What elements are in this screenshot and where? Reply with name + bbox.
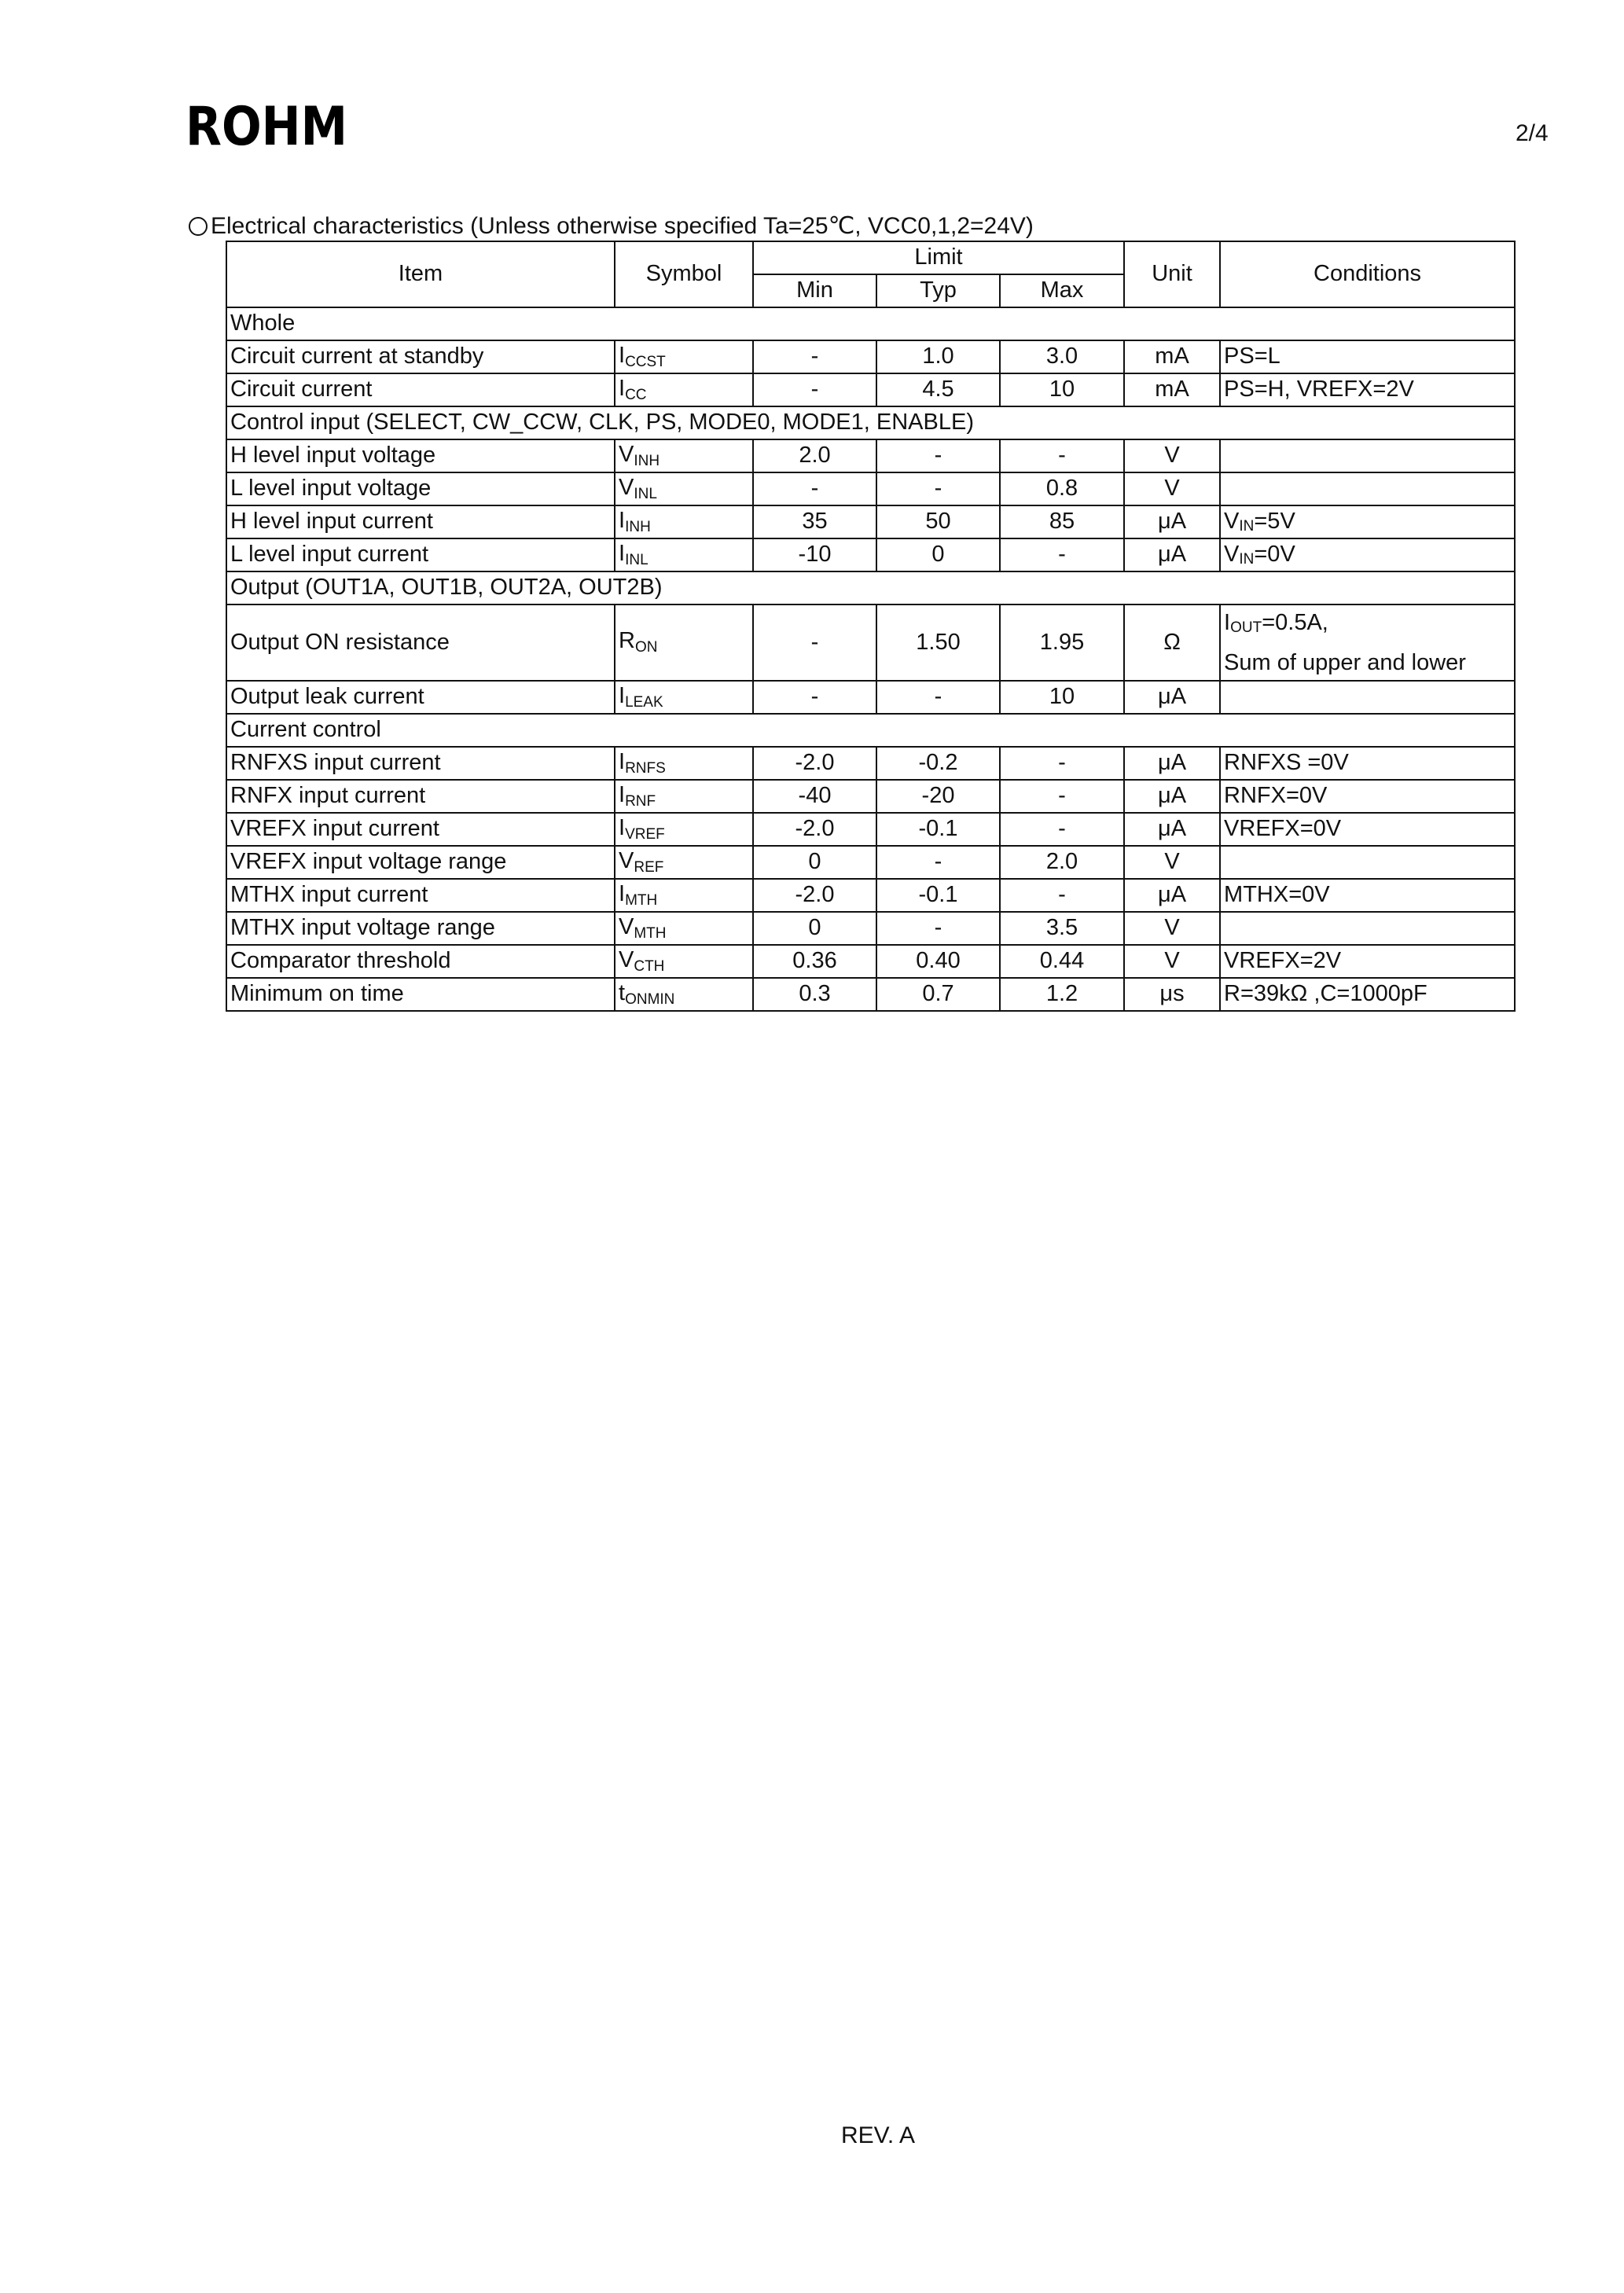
min-cell: - — [753, 681, 876, 714]
conditions-cell: VREFX=0V — [1220, 813, 1515, 846]
max-cell: 3.0 — [1000, 340, 1124, 373]
min-cell: -2.0 — [753, 879, 876, 912]
section-title: Whole — [226, 307, 1515, 340]
symbol-letter: V — [619, 441, 634, 467]
unit-cell: μs — [1124, 978, 1220, 1011]
symbol-cell — [615, 340, 753, 373]
symbol-cell — [615, 538, 753, 571]
conditions-cell — [1220, 604, 1515, 681]
symbol-subscript: CCST — [625, 353, 666, 370]
symbol-cell — [615, 439, 753, 472]
item-cell: VREFX input current — [226, 813, 615, 846]
conditions-cell: VREFX=2V — [1220, 945, 1515, 978]
symbol-cell — [615, 472, 753, 505]
symbol-subscript: RNF — [625, 792, 656, 810]
column-header-conditions: Conditions — [1220, 241, 1515, 307]
condition-line-2: Sum of upper and lower — [1224, 650, 1466, 675]
condition-value: =0.5A, — [1262, 610, 1328, 635]
column-header-symbol: Symbol — [615, 241, 753, 307]
symbol-subscript: REF — [634, 858, 664, 876]
item-cell: Circuit current at standby — [226, 340, 615, 373]
table-row — [226, 978, 1515, 1011]
condition-letter: V — [1224, 508, 1240, 534]
unit-cell: μA — [1124, 780, 1220, 813]
symbol-letter: V — [619, 474, 634, 500]
conditions-cell — [1220, 505, 1515, 538]
symbol-letter: I — [619, 540, 626, 566]
unit-cell: μA — [1124, 681, 1220, 714]
conditions-cell: MTHX=0V — [1220, 879, 1515, 912]
item-cell: Comparator threshold — [226, 945, 615, 978]
item-cell: RNFXS input current — [226, 747, 615, 780]
unit-cell: V — [1124, 912, 1220, 945]
max-cell: 0.8 — [1000, 472, 1124, 505]
max-cell: 1.95 — [1000, 604, 1124, 681]
symbol-letter: I — [619, 507, 626, 533]
column-header-min: Min — [753, 274, 876, 307]
symbol-subscript: LEAK — [625, 693, 663, 711]
condition-subscript: IN — [1239, 550, 1255, 568]
table-row — [226, 340, 1515, 373]
symbol-letter: V — [619, 946, 634, 972]
revision-footer: REV. A — [841, 2122, 915, 2148]
conditions-cell: RNFX=0V — [1220, 780, 1515, 813]
typ-cell: 1.50 — [876, 604, 1000, 681]
max-cell: 1.2 — [1000, 978, 1124, 1011]
table-row — [226, 681, 1515, 714]
max-cell: - — [1000, 538, 1124, 571]
section-title: Output (OUT1A, OUT1B, OUT2A, OUT2B) — [226, 571, 1515, 604]
symbol-cell — [615, 681, 753, 714]
min-cell: 0.36 — [753, 945, 876, 978]
symbol-cell — [615, 846, 753, 879]
min-cell: - — [753, 604, 876, 681]
conditions-cell — [1220, 681, 1515, 714]
unit-cell: V — [1124, 439, 1220, 472]
item-cell: H level input voltage — [226, 439, 615, 472]
unit-cell: V — [1124, 472, 1220, 505]
section-row — [226, 406, 1515, 439]
unit-cell: V — [1124, 945, 1220, 978]
symbol-subscript: CC — [625, 386, 647, 403]
section-title: Control input (SELECT, CW_CCW, CLK, PS, MODE0, MODE1, ENABLE) — [226, 406, 1515, 439]
unit-cell: μA — [1124, 538, 1220, 571]
section-row — [226, 571, 1515, 604]
min-cell: 0 — [753, 846, 876, 879]
max-cell: - — [1000, 439, 1124, 472]
symbol-letter: t — [619, 979, 626, 1005]
table-row — [226, 813, 1515, 846]
symbol-cell — [615, 747, 753, 780]
condition-line — [1224, 509, 1295, 534]
typ-cell: 0.7 — [876, 978, 1000, 1011]
section-title: Current control — [226, 714, 1515, 747]
symbol-subscript: ON — [634, 639, 658, 656]
typ-cell: - — [876, 681, 1000, 714]
unit-cell: mA — [1124, 340, 1220, 373]
symbol-subscript: RNFS — [625, 759, 666, 777]
column-header-max: Max — [1000, 274, 1124, 307]
symbol-subscript: VREF — [625, 825, 665, 843]
unit-cell: μA — [1124, 505, 1220, 538]
table-row — [226, 538, 1515, 571]
symbol-subscript: MTH — [634, 924, 667, 942]
condition-value: =0V — [1254, 541, 1295, 567]
symbol-subscript: MTH — [625, 891, 658, 909]
item-cell: L level input voltage — [226, 472, 615, 505]
table-body — [226, 307, 1515, 1011]
unit-cell: Ω — [1124, 604, 1220, 681]
symbol-letter: R — [619, 628, 635, 654]
max-cell: - — [1000, 879, 1124, 912]
condition-subscript: IN — [1239, 517, 1255, 535]
table-row — [226, 472, 1515, 505]
symbol-cell — [615, 505, 753, 538]
symbol-letter: I — [619, 342, 626, 368]
symbol-letter: V — [619, 913, 634, 939]
table-row — [226, 439, 1515, 472]
symbol-subscript: INL — [634, 485, 657, 502]
table-row — [226, 373, 1515, 406]
symbol-letter: I — [619, 880, 626, 906]
conditions-cell: PS=H, VREFX=2V — [1220, 373, 1515, 406]
min-cell: -40 — [753, 780, 876, 813]
symbol-letter: I — [619, 682, 626, 708]
heading-text: Electrical characteristics (Unless otherwise specified Ta=25℃, VCC0,1,2=24V) — [211, 213, 1034, 239]
symbol-letter: I — [619, 814, 626, 840]
min-cell: -2.0 — [753, 813, 876, 846]
conditions-cell — [1220, 472, 1515, 505]
typ-cell: - — [876, 472, 1000, 505]
symbol-cell — [615, 879, 753, 912]
typ-cell: 0 — [876, 538, 1000, 571]
min-cell: 0.3 — [753, 978, 876, 1011]
rohm-logo — [186, 96, 347, 158]
table-row — [226, 604, 1515, 681]
table-row — [226, 747, 1515, 780]
min-cell: - — [753, 373, 876, 406]
typ-cell: -20 — [876, 780, 1000, 813]
condition-line — [1224, 542, 1295, 567]
page-number: 2/4 — [1516, 120, 1549, 146]
symbol-subscript: CTH — [634, 957, 665, 975]
column-header-unit: Unit — [1124, 241, 1220, 307]
item-cell: Output leak current — [226, 681, 615, 714]
column-header-typ: Typ — [876, 274, 1000, 307]
conditions-cell — [1220, 912, 1515, 945]
table-row — [226, 505, 1515, 538]
min-cell: 35 — [753, 505, 876, 538]
typ-cell: -0.1 — [876, 879, 1000, 912]
typ-cell: 1.0 — [876, 340, 1000, 373]
condition-line — [1224, 605, 1511, 645]
typ-cell: -0.2 — [876, 747, 1000, 780]
column-header-limit: Limit — [753, 241, 1124, 274]
conditions-cell — [1220, 846, 1515, 879]
min-cell: -10 — [753, 538, 876, 571]
max-cell: 10 — [1000, 373, 1124, 406]
symbol-subscript: INH — [625, 518, 651, 535]
min-cell: 2.0 — [753, 439, 876, 472]
typ-cell: 0.40 — [876, 945, 1000, 978]
table-row — [226, 912, 1515, 945]
symbol-letter: I — [619, 748, 626, 774]
symbol-letter: I — [619, 375, 626, 401]
condition-letter: V — [1224, 541, 1240, 567]
symbol-cell — [615, 373, 753, 406]
typ-cell: - — [876, 912, 1000, 945]
condition-subscript: OUT — [1230, 619, 1262, 636]
typ-cell: - — [876, 846, 1000, 879]
table-row — [226, 780, 1515, 813]
max-cell: 0.44 — [1000, 945, 1124, 978]
unit-cell: V — [1124, 846, 1220, 879]
unit-cell: mA — [1124, 373, 1220, 406]
symbol-cell — [615, 912, 753, 945]
section-row — [226, 714, 1515, 747]
item-cell: RNFX input current — [226, 780, 615, 813]
column-header-item: Item — [226, 241, 615, 307]
item-cell: VREFX input voltage range — [226, 846, 615, 879]
symbol-subscript: INL — [625, 551, 648, 568]
circle-bullet-icon — [189, 217, 208, 236]
min-cell: - — [753, 340, 876, 373]
max-cell: - — [1000, 747, 1124, 780]
unit-cell: μA — [1124, 813, 1220, 846]
table-row — [226, 879, 1515, 912]
unit-cell: μA — [1124, 879, 1220, 912]
symbol-letter: V — [619, 847, 634, 873]
min-cell: -2.0 — [753, 747, 876, 780]
max-cell: 3.5 — [1000, 912, 1124, 945]
item-cell: MTHX input voltage range — [226, 912, 615, 945]
typ-cell: -0.1 — [876, 813, 1000, 846]
max-cell: 2.0 — [1000, 846, 1124, 879]
condition-value: =5V — [1254, 508, 1295, 534]
symbol-cell — [615, 978, 753, 1011]
max-cell: - — [1000, 813, 1124, 846]
electrical-characteristics-table — [226, 241, 1516, 1012]
symbol-cell — [615, 780, 753, 813]
typ-cell: - — [876, 439, 1000, 472]
item-cell: MTHX input current — [226, 879, 615, 912]
typ-cell: 50 — [876, 505, 1000, 538]
conditions-cell: RNFXS =0V — [1220, 747, 1515, 780]
symbol-cell — [615, 945, 753, 978]
section-heading — [189, 212, 1034, 240]
symbol-subscript: ONMIN — [625, 990, 675, 1008]
min-cell: - — [753, 472, 876, 505]
conditions-cell: PS=L — [1220, 340, 1515, 373]
max-cell: - — [1000, 780, 1124, 813]
condition-letter: I — [1224, 610, 1231, 635]
symbol-cell — [615, 813, 753, 846]
typ-cell: 4.5 — [876, 373, 1000, 406]
symbol-cell — [615, 604, 753, 681]
table-row — [226, 846, 1515, 879]
max-cell: 85 — [1000, 505, 1124, 538]
conditions-cell: R=39kΩ ,C=1000pF — [1220, 978, 1515, 1011]
item-cell: Circuit current — [226, 373, 615, 406]
conditions-cell — [1220, 538, 1515, 571]
item-cell: L level input current — [226, 538, 615, 571]
item-cell: Output ON resistance — [226, 604, 615, 681]
item-cell: H level input current — [226, 505, 615, 538]
conditions-cell — [1220, 439, 1515, 472]
symbol-subscript: INH — [634, 452, 660, 469]
unit-cell: μA — [1124, 747, 1220, 780]
table-header — [226, 241, 1515, 307]
section-row — [226, 307, 1515, 340]
max-cell: 10 — [1000, 681, 1124, 714]
min-cell: 0 — [753, 912, 876, 945]
item-cell: Minimum on time — [226, 978, 615, 1011]
symbol-letter: I — [619, 781, 626, 807]
logo-text: ROHM — [186, 96, 347, 158]
table-row — [226, 945, 1515, 978]
